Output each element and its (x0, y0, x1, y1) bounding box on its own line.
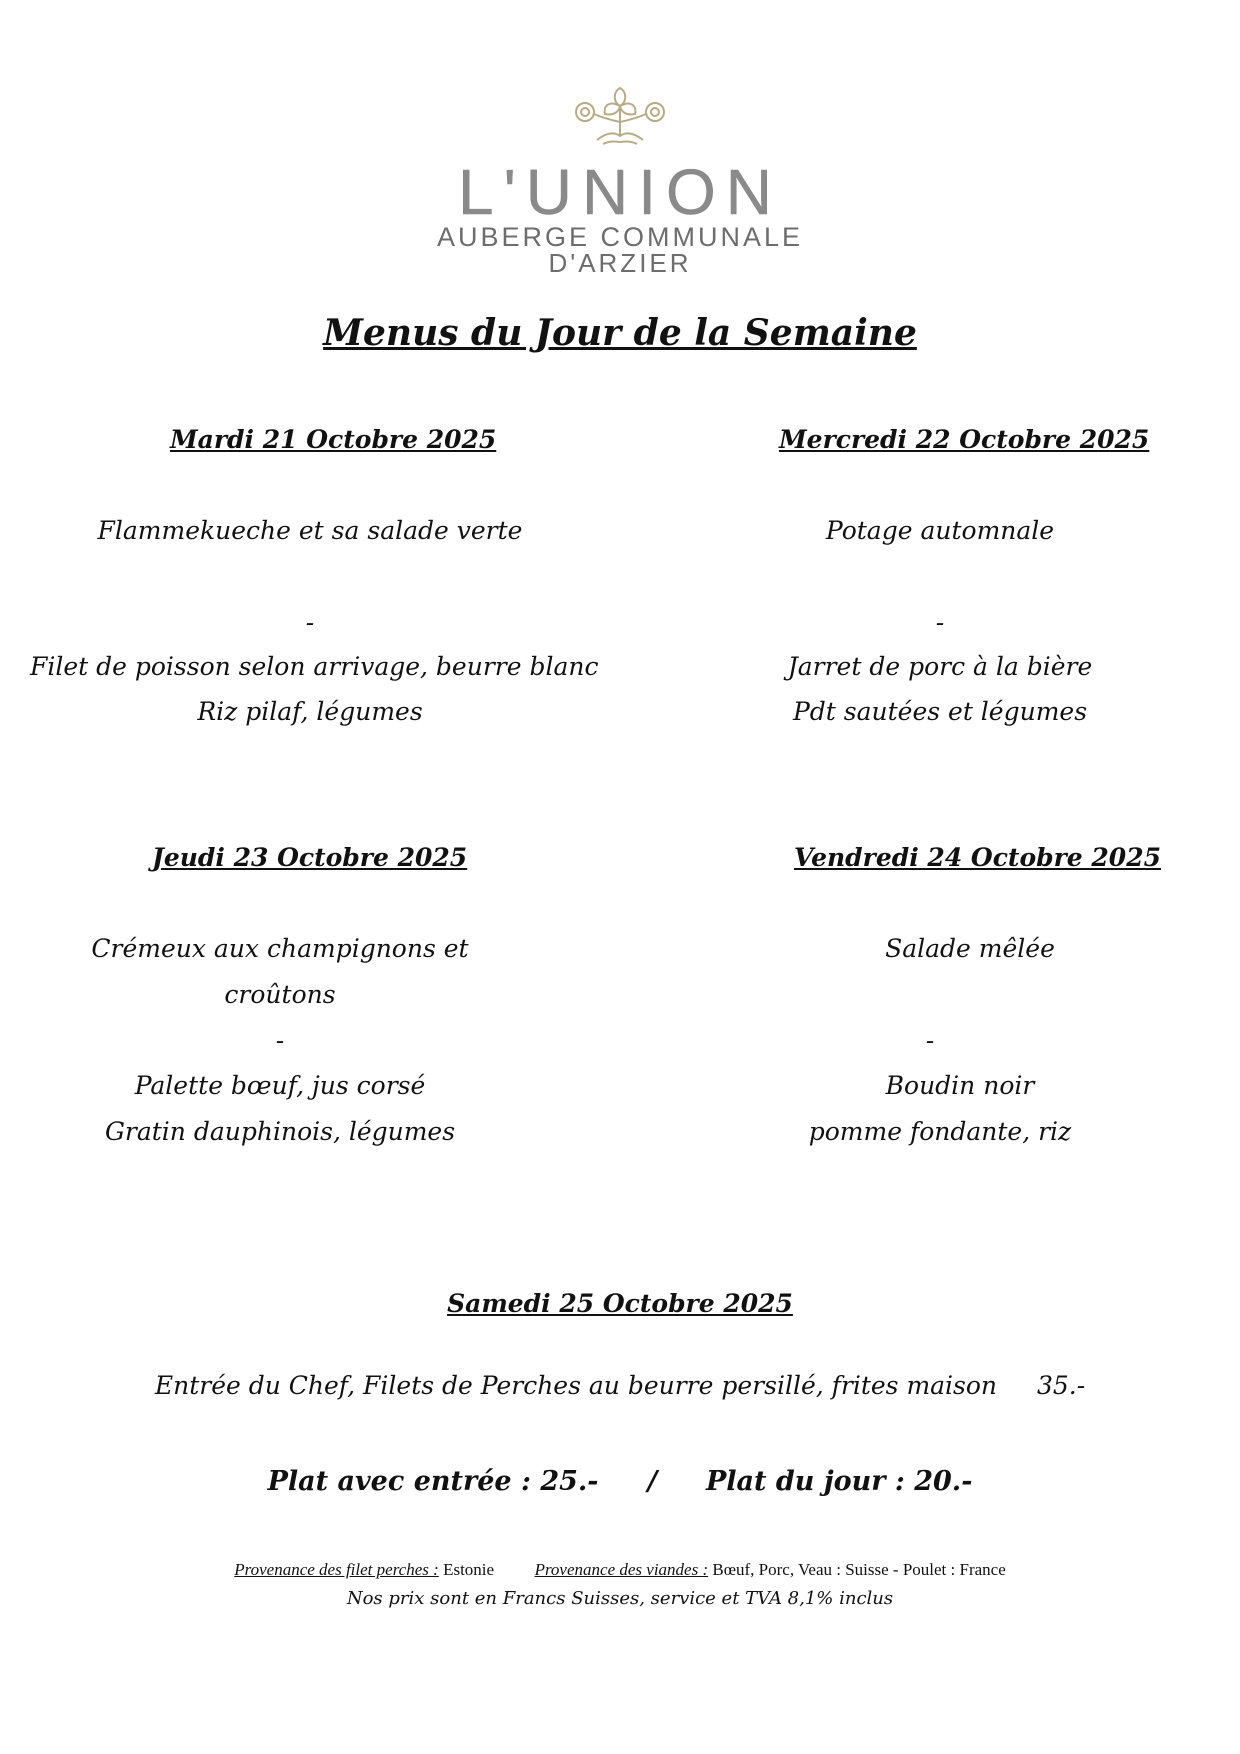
mardi-starter: Flammekueche et sa salade verte (97, 516, 523, 545)
svg-text:L'UNION: L'UNION (457, 156, 783, 228)
samedi-menu-text: Entrée du Chef, Filets de Perches au beurre persillé, frites maison (154, 1371, 998, 1400)
jeudi-main-line1: Palette bœuf, jus corsé (134, 1071, 426, 1100)
day-title-samedi: Samedi 25 Octobre 2025 (447, 1289, 793, 1318)
jeudi-main-line2: Gratin dauphinois, légumes (104, 1117, 456, 1146)
mercredi-main-line2: Pdt sautées et légumes (792, 697, 1088, 726)
fish-provenance-label: Provenance des filet perches : (234, 1560, 439, 1579)
jeudi-starter-line1: Crémeux aux champignons et (91, 934, 469, 963)
tree-handshake-emblem-icon (563, 80, 677, 158)
mardi-main-line2: Riz pilaf, légumes (197, 697, 423, 726)
fish-provenance-value: Estonie (443, 1560, 495, 1579)
logo-subtitle: AUBERGE COMMUNALE (436, 222, 804, 252)
day-title-mardi: Mardi 21 Octobre 2025 (170, 425, 497, 454)
day-title-vendredi: Vendredi 24 Octobre 2025 (794, 843, 1161, 872)
price-note: Nos prix sont en Francs Suisses, service et TVA 8,1% inclus (346, 1588, 894, 1609)
meat-provenance-value: Bœuf, Porc, Veau : Suisse - Poulet : France (712, 1560, 1006, 1579)
day-title-jeudi: Jeudi 23 Octobre 2025 (152, 843, 468, 872)
mardi-separator: - (305, 608, 315, 637)
day-title-mercredi: Mercredi 22 Octobre 2025 (779, 425, 1150, 454)
vendredi-separator: - (925, 1026, 935, 1055)
mercredi-starter: Potage automnale (825, 516, 1055, 545)
price-dish-of-day: Plat du jour : 20.- (706, 1466, 973, 1497)
provenance-info (0, 1560, 1240, 1580)
jeudi-separator: - (275, 1026, 285, 1055)
mercredi-separator: - (935, 608, 945, 637)
samedi-menu-price: 35.- (1036, 1371, 1086, 1400)
price-separator: / (647, 1466, 658, 1497)
meat-provenance-label: Provenance des viandes : (534, 1560, 709, 1579)
mardi-main-line1: Filet de poisson selon arrivage, beurre blanc (30, 652, 599, 681)
page-title: Menus du Jour de la Semaine (323, 312, 917, 354)
price-with-starter: Plat avec entrée : 25.- (267, 1466, 599, 1497)
restaurant-logo (340, 80, 900, 280)
price-summary (0, 1466, 1240, 1497)
vendredi-main-line1: Boudin noir (885, 1071, 1035, 1100)
samedi-menu (0, 1371, 1240, 1400)
vendredi-main-line2: pomme fondante, riz (808, 1117, 1072, 1146)
jeudi-starter-line2: croûtons (224, 980, 336, 1009)
vendredi-starter: Salade mêlée (885, 934, 1055, 963)
mercredi-main-line1: Jarret de porc à la bière (787, 652, 1093, 681)
logo-subtitle-location: D'ARZIER (548, 248, 692, 278)
